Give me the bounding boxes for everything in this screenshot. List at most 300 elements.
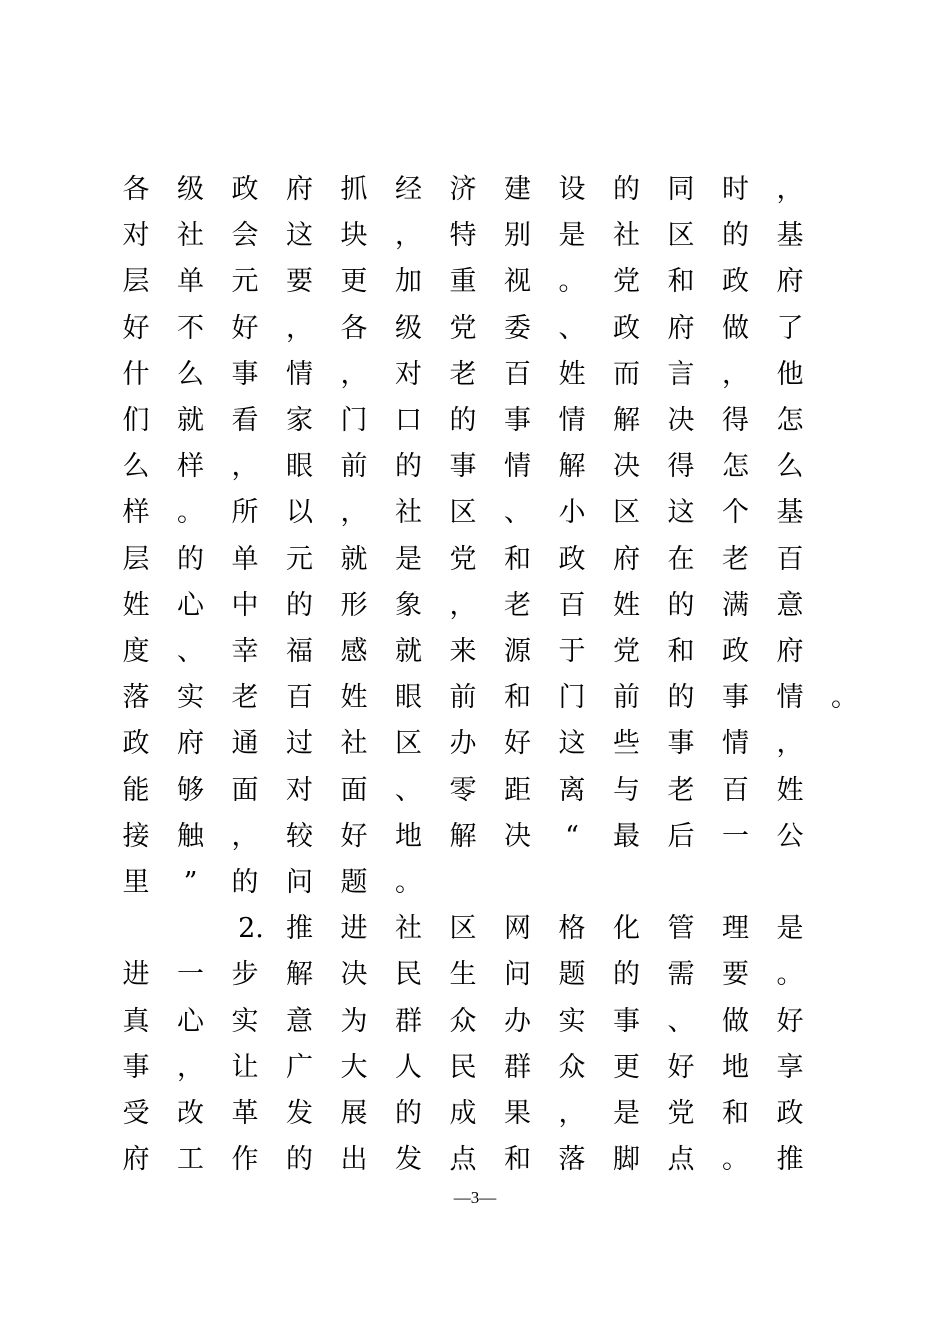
text-glyph: 意 <box>776 589 804 621</box>
text-glyph: 意 <box>286 1005 313 1037</box>
text-glyph: 社 <box>395 913 422 945</box>
text-glyph: 、 <box>504 497 531 529</box>
text-glyph: 社 <box>395 497 422 529</box>
text-glyph: 里 <box>122 867 150 898</box>
text-glyph: 面 <box>340 774 368 806</box>
text-glyph: 过 <box>286 728 313 760</box>
text-glyph: 单 <box>177 266 204 298</box>
text-glyph: 前 <box>340 451 368 483</box>
text-glyph: 区 <box>667 220 695 252</box>
text-glyph: 前 <box>613 682 640 714</box>
text-glyph: 以 <box>286 497 313 529</box>
text-glyph: 理 <box>722 913 749 945</box>
text-glyph: 面 <box>231 774 259 806</box>
text-glyph: 点 <box>667 1144 695 1176</box>
text-glyph: 别 <box>504 220 531 252</box>
text-glyph: 形 <box>340 589 368 621</box>
text-glyph: 样 <box>177 451 204 483</box>
text-glyph: 心 <box>177 589 204 621</box>
text-glyph: 好 <box>504 728 531 760</box>
text-glyph: 格 <box>558 913 586 945</box>
text-glyph: 老 <box>449 358 477 390</box>
text-glyph: 姓 <box>122 589 150 621</box>
text-glyph: 得 <box>722 405 749 436</box>
text-glyph: 经 <box>395 174 422 205</box>
text-glyph: 不 <box>177 312 204 344</box>
text-glyph: 么 <box>776 451 804 483</box>
text-glyph: 和 <box>504 682 531 714</box>
text-glyph: 。 <box>395 867 422 898</box>
text-glyph: 民 <box>449 1051 477 1083</box>
text-line <box>0 355 950 395</box>
text-glyph: 党 <box>667 1098 695 1129</box>
text-line <box>0 309 950 349</box>
text-glyph: 的 <box>722 220 749 252</box>
text-glyph: 2. <box>238 913 264 945</box>
text-line <box>0 1002 950 1042</box>
text-glyph: 革 <box>231 1098 259 1129</box>
text-glyph: 问 <box>504 959 531 991</box>
text-glyph: 群 <box>504 1051 531 1083</box>
text-glyph: 同 <box>667 174 695 205</box>
text-glyph: 广 <box>286 1051 313 1083</box>
text-glyph: 基 <box>776 220 804 252</box>
text-glyph: 他 <box>776 358 804 390</box>
text-glyph: 。 <box>722 1144 749 1176</box>
text-glyph: 百 <box>722 774 749 806</box>
text-glyph: 这 <box>667 497 695 529</box>
text-glyph: 。 <box>831 682 858 714</box>
text-glyph: 眼 <box>286 451 313 483</box>
text-glyph: 老 <box>231 682 259 714</box>
text-glyph: 要 <box>722 959 749 991</box>
text-glyph: 享 <box>776 1051 804 1083</box>
text-glyph: 通 <box>231 728 259 760</box>
text-glyph: 在 <box>667 543 695 575</box>
text-glyph: 的 <box>231 867 259 898</box>
text-glyph: 解 <box>286 959 313 991</box>
text-glyph: 怎 <box>722 451 749 483</box>
text-glyph: 会 <box>231 220 259 252</box>
text-glyph: 离 <box>558 774 586 806</box>
text-glyph: 推 <box>776 1144 804 1176</box>
text-glyph: 的 <box>667 682 695 714</box>
text-glyph: 距 <box>504 774 531 806</box>
text-glyph: 展 <box>340 1098 368 1129</box>
text-glyph: 和 <box>722 1098 749 1129</box>
text-glyph: 成 <box>449 1098 477 1129</box>
text-glyph: 视 <box>504 266 531 298</box>
text-glyph: 发 <box>286 1098 313 1129</box>
text-glyph: 小 <box>558 497 586 529</box>
text-glyph: ， <box>776 728 804 760</box>
text-glyph: 各 <box>122 174 150 205</box>
text-glyph: 设 <box>558 174 586 205</box>
text-glyph: 办 <box>504 1005 531 1037</box>
text-glyph: 实 <box>558 1005 586 1037</box>
text-glyph: 府 <box>286 174 313 205</box>
text-glyph: 的 <box>395 1098 422 1129</box>
text-glyph: 家 <box>286 405 313 436</box>
text-glyph: 的 <box>286 1144 313 1176</box>
text-glyph: 情 <box>504 451 531 483</box>
text-glyph: 幸 <box>231 636 259 667</box>
text-glyph: 政 <box>231 174 259 205</box>
text-glyph: 公 <box>776 820 804 852</box>
text-glyph: 而 <box>613 358 640 390</box>
text-line <box>0 262 950 302</box>
text-glyph: 实 <box>177 682 204 714</box>
text-line <box>0 170 950 210</box>
text-glyph: 姓 <box>340 682 368 714</box>
text-glyph: 决 <box>340 959 368 991</box>
text-glyph: 党 <box>613 636 640 667</box>
text-glyph: 问 <box>286 867 313 898</box>
text-glyph: 党 <box>449 543 477 575</box>
text-glyph: 进 <box>122 959 150 991</box>
text-glyph: 民 <box>395 959 422 991</box>
text-glyph: 让 <box>231 1051 259 1083</box>
text-glyph: 什 <box>122 358 150 390</box>
text-glyph: 推 <box>286 913 313 945</box>
text-glyph: 众 <box>449 1005 477 1037</box>
text-glyph: 和 <box>504 1144 531 1176</box>
text-glyph: 前 <box>449 682 477 714</box>
text-line <box>0 493 950 533</box>
text-glyph: 感 <box>340 636 368 667</box>
text-glyph: 办 <box>449 728 477 760</box>
text-glyph: 管 <box>667 913 695 945</box>
text-glyph: 、 <box>395 774 422 806</box>
text-glyph: 怎 <box>776 405 804 436</box>
text-glyph: 了 <box>776 312 804 344</box>
text-glyph: 门 <box>558 682 586 714</box>
text-glyph: 加 <box>395 266 422 298</box>
text-glyph: 事 <box>722 682 749 714</box>
text-glyph: 政 <box>558 543 586 575</box>
text-glyph: 各 <box>340 312 368 344</box>
text-glyph: 和 <box>504 543 531 575</box>
text-glyph: 最 <box>613 820 640 852</box>
text-glyph: 受 <box>122 1098 150 1129</box>
text-glyph: 口 <box>395 405 422 436</box>
text-glyph: 、 <box>667 1005 695 1037</box>
text-glyph: 元 <box>231 266 259 298</box>
text-line <box>0 632 950 672</box>
text-glyph: 块 <box>340 220 368 252</box>
text-glyph: 落 <box>122 682 150 714</box>
text-glyph: 好 <box>776 1005 804 1037</box>
text-glyph: 区 <box>449 497 477 529</box>
text-glyph: 府 <box>613 543 640 575</box>
text-glyph: 好 <box>340 820 368 852</box>
text-glyph: 满 <box>722 589 749 621</box>
text-glyph: 生 <box>449 959 477 991</box>
text-glyph: 姓 <box>776 774 804 806</box>
text-glyph: 老 <box>667 774 695 806</box>
text-glyph: 社 <box>177 220 204 252</box>
text-glyph: 抓 <box>340 174 368 205</box>
text-glyph: 改 <box>177 1098 204 1129</box>
text-glyph: 的 <box>395 451 422 483</box>
text-line <box>0 724 950 764</box>
text-glyph: 级 <box>395 312 422 344</box>
text-glyph: 决 <box>504 820 531 852</box>
text-line <box>0 447 950 487</box>
text-glyph: 基 <box>776 497 804 529</box>
text-glyph: 重 <box>449 266 477 298</box>
text-glyph: 党 <box>613 266 640 298</box>
text-glyph: ” <box>183 867 198 898</box>
text-glyph: 建 <box>504 174 531 205</box>
text-glyph: 是 <box>395 543 422 575</box>
text-glyph: 看 <box>231 405 259 436</box>
text-glyph: 姓 <box>613 589 640 621</box>
text-glyph: ， <box>776 174 804 205</box>
text-glyph: 和 <box>667 266 695 298</box>
text-line <box>0 401 950 441</box>
text-glyph: 进 <box>340 913 368 945</box>
text-glyph: 触 <box>177 820 204 852</box>
text-glyph: 题 <box>340 867 368 898</box>
text-glyph: 地 <box>722 1051 749 1083</box>
text-glyph: 果 <box>504 1098 531 1129</box>
text-glyph: 做 <box>722 312 749 344</box>
text-glyph: 做 <box>722 1005 749 1037</box>
text-glyph: 网 <box>504 913 531 945</box>
text-line <box>0 586 950 626</box>
text-glyph: ， <box>231 451 259 483</box>
text-glyph: 就 <box>177 405 204 436</box>
text-glyph: 步 <box>231 959 259 991</box>
text-line <box>0 540 950 580</box>
text-glyph: 政 <box>776 1098 804 1129</box>
text-line <box>0 678 950 718</box>
text-glyph: ， <box>558 1098 586 1129</box>
text-glyph: 事 <box>449 451 477 483</box>
text-glyph: 们 <box>122 405 150 436</box>
text-glyph: 事 <box>667 728 695 760</box>
text-glyph: 百 <box>558 589 586 621</box>
text-glyph: 度 <box>122 636 150 667</box>
text-glyph: 大 <box>340 1051 368 1083</box>
text-glyph: 点 <box>449 1144 477 1176</box>
text-glyph: 百 <box>776 543 804 575</box>
text-glyph: 对 <box>395 358 422 390</box>
text-glyph: 够 <box>177 774 204 806</box>
text-glyph: 事 <box>504 405 531 436</box>
text-glyph: 脚 <box>613 1144 640 1176</box>
text-glyph: “ <box>565 820 579 852</box>
text-glyph: 中 <box>231 589 259 621</box>
text-glyph: ， <box>340 358 368 390</box>
text-line <box>0 1140 950 1180</box>
text-glyph: 与 <box>613 774 640 806</box>
text-glyph: 为 <box>340 1005 368 1037</box>
text-glyph: 于 <box>558 636 586 667</box>
text-glyph: 些 <box>613 728 640 760</box>
text-glyph: 能 <box>122 774 150 806</box>
text-glyph: 委 <box>504 312 531 344</box>
text-line <box>0 216 950 256</box>
text-glyph: 较 <box>286 820 313 852</box>
text-glyph: 解 <box>449 820 477 852</box>
text-glyph: 党 <box>449 312 477 344</box>
text-glyph: 单 <box>231 543 259 575</box>
text-glyph: 工 <box>177 1144 204 1176</box>
text-glyph: 福 <box>286 636 313 667</box>
text-glyph: 落 <box>558 1144 586 1176</box>
text-glyph: 百 <box>286 682 313 714</box>
text-line <box>0 817 950 857</box>
text-glyph: 地 <box>395 820 422 852</box>
text-glyph: 政 <box>722 266 749 298</box>
text-glyph: 老 <box>504 589 531 621</box>
text-glyph: 化 <box>613 913 640 945</box>
text-glyph: 是 <box>613 1098 640 1129</box>
text-glyph: 解 <box>558 451 586 483</box>
text-glyph: 个 <box>722 497 749 529</box>
text-glyph: 众 <box>558 1051 586 1083</box>
text-glyph: 后 <box>667 820 695 852</box>
text-glyph: 特 <box>449 220 477 252</box>
text-glyph: ， <box>177 1051 204 1083</box>
text-glyph: 好 <box>667 1051 695 1083</box>
text-glyph: 门 <box>340 405 368 436</box>
text-glyph: 。 <box>558 266 586 298</box>
text-glyph: 得 <box>667 451 695 483</box>
text-glyph: 所 <box>231 497 259 529</box>
text-glyph: 决 <box>667 405 695 436</box>
text-glyph: 更 <box>613 1051 640 1083</box>
text-line <box>0 1048 950 1088</box>
text-glyph: 出 <box>340 1144 368 1176</box>
text-glyph: 需 <box>667 959 695 991</box>
text-glyph: 源 <box>504 636 531 667</box>
text-glyph: 群 <box>395 1005 422 1037</box>
text-glyph: 时 <box>722 174 749 205</box>
text-glyph: 济 <box>449 174 477 205</box>
text-glyph: 府 <box>667 312 695 344</box>
text-glyph: 要 <box>286 266 313 298</box>
text-line <box>0 863 950 903</box>
text-line <box>0 1094 950 1134</box>
text-glyph: 好 <box>231 312 259 344</box>
text-glyph: 百 <box>504 358 531 390</box>
text-glyph: 。 <box>177 497 204 529</box>
text-glyph: 决 <box>613 451 640 483</box>
text-glyph: 么 <box>177 358 204 390</box>
text-glyph: 元 <box>286 543 313 575</box>
text-glyph: 眼 <box>395 682 422 714</box>
page-number: —3— <box>453 1188 497 1207</box>
text-glyph: 区 <box>449 913 477 945</box>
text-glyph: 区 <box>613 497 640 529</box>
text-glyph: 象 <box>395 589 422 621</box>
text-glyph: 和 <box>667 636 695 667</box>
text-glyph: 题 <box>558 959 586 991</box>
text-glyph: 、 <box>177 636 204 667</box>
text-glyph: 的 <box>286 589 313 621</box>
text-glyph: 区 <box>395 728 422 760</box>
text-glyph: 言 <box>667 358 695 390</box>
text-glyph: 政 <box>722 636 749 667</box>
text-glyph: 是 <box>776 913 804 945</box>
text-glyph: 这 <box>286 220 313 252</box>
text-glyph: 情 <box>558 405 586 436</box>
text-glyph: 人 <box>395 1051 422 1083</box>
text-glyph: 事 <box>231 358 259 390</box>
text-glyph: 来 <box>449 636 477 667</box>
text-glyph: 这 <box>558 728 586 760</box>
text-glyph: 是 <box>558 220 586 252</box>
text-glyph: 情 <box>722 728 749 760</box>
text-glyph: 层 <box>122 543 150 575</box>
text-glyph: 府 <box>776 266 804 298</box>
text-glyph: 一 <box>722 820 749 852</box>
text-glyph: 对 <box>122 220 150 252</box>
text-glyph: 发 <box>395 1144 422 1176</box>
text-glyph: 就 <box>395 636 422 667</box>
text-glyph: 社 <box>340 728 368 760</box>
text-glyph: 老 <box>722 543 749 575</box>
text-glyph: ， <box>449 589 477 621</box>
text-line <box>0 955 950 995</box>
text-glyph: 更 <box>340 266 368 298</box>
text-glyph: 层 <box>122 266 150 298</box>
text-glyph: 实 <box>231 1005 259 1037</box>
text-glyph: 的 <box>613 174 640 205</box>
text-glyph: 政 <box>122 728 150 760</box>
text-glyph: 府 <box>122 1144 150 1176</box>
text-glyph: ， <box>231 820 259 852</box>
text-glyph: 心 <box>177 1005 204 1037</box>
text-glyph: 姓 <box>558 358 586 390</box>
text-glyph: 情 <box>776 682 804 714</box>
text-glyph: 级 <box>177 174 204 205</box>
text-glyph: 情 <box>286 358 313 390</box>
text-glyph: 真 <box>122 1005 150 1037</box>
text-glyph: 、 <box>558 312 586 344</box>
text-glyph: 接 <box>122 820 150 852</box>
text-glyph: ， <box>722 358 749 390</box>
text-glyph: 的 <box>613 959 640 991</box>
text-glyph: 府 <box>776 636 804 667</box>
text-glyph: 就 <box>340 543 368 575</box>
text-glyph: 事 <box>122 1051 150 1083</box>
text-glyph: 解 <box>613 405 640 436</box>
text-glyph: 一 <box>177 959 204 991</box>
text-glyph: 的 <box>449 405 477 436</box>
text-glyph: 的 <box>177 543 204 575</box>
text-glyph: 社 <box>613 220 640 252</box>
text-glyph: 事 <box>613 1005 640 1037</box>
text-line <box>0 909 950 949</box>
text-glyph: 作 <box>231 1144 259 1176</box>
text-glyph: ， <box>286 312 313 344</box>
text-glyph: 样 <box>122 497 150 529</box>
text-glyph: 。 <box>776 959 804 991</box>
text-glyph: 好 <box>122 312 150 344</box>
text-glyph: 对 <box>286 774 313 806</box>
text-glyph: 的 <box>667 589 695 621</box>
text-glyph: ， <box>395 220 422 252</box>
text-glyph: 政 <box>613 312 640 344</box>
text-glyph: 府 <box>177 728 204 760</box>
text-glyph: 零 <box>449 774 477 806</box>
text-glyph: 么 <box>122 451 150 483</box>
text-line <box>0 771 950 811</box>
